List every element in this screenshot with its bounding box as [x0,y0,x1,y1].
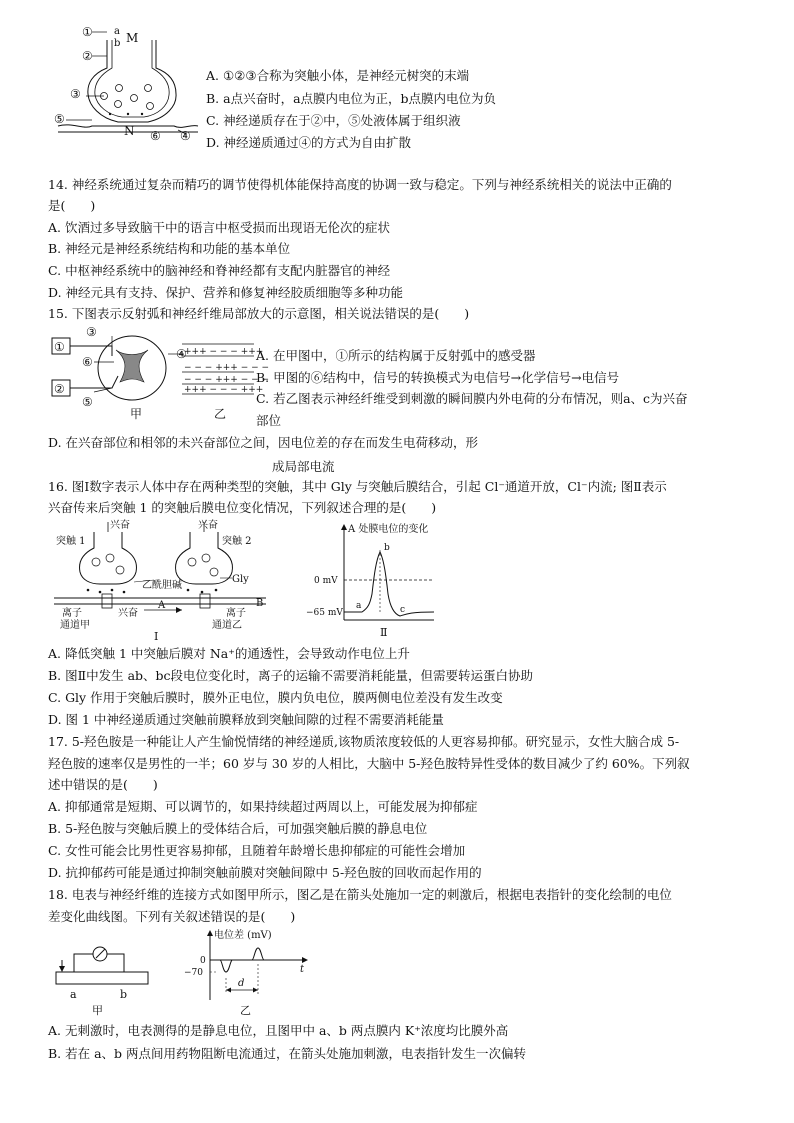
q15-option-b: B. 甲图的⑥结构中，信号的转换模式为电信号→化学信号→电信号 [256,370,620,385]
q15-option-d-line1: D. 在兴奋部位和相邻的未兴奋部位之间，因电位差的存在而发生电荷移动，形 [48,435,479,450]
q18-figure-yi [180,924,320,1024]
q13-label-4: ④ [180,129,191,143]
svg-text:− − − +++ − − −: − − − +++ − − − [184,375,270,385]
q14-stem-line1: 14. 神经系统通过复杂而精巧的调节使得机体能保持高度的协调一致与稳定。下列与神经系统相关的说法中正确的 [48,177,672,192]
q15-option-c-line2: 部位 [256,413,282,428]
q13-label-b: b [114,38,121,49]
q15-reflex-arc-figure [50,324,270,424]
q16-fig1-roman: Ⅰ [154,630,159,643]
q17-option-a: A. 抑郁通常是短期、可以调节的，如果持续超过两周以上，可能发展为抑郁症 [48,799,478,814]
q16-fig1-xingfen-3: 兴奋 [118,608,138,619]
q14-option-b: B. 神经元是神经系统结构和功能的基本单位 [48,241,291,256]
q15-label-yi: 乙 [214,407,227,421]
q18-stem-line2: 差变化曲线图。下列有关叙述错误的是( ) [48,909,296,924]
q16-fig1-tuchu-1: 突触 1 [56,536,86,547]
q18-option-b: B. 若在 a、b 两点间用药物阻断电流通过，在箭头处施加刺激，电表指针发生一次偏转 [48,1046,527,1061]
q16-fig1-tuchu-2: 突触 2 [222,536,252,547]
q13-option-c: C. 神经递质存在于②中，⑤处液体属于组织液 [206,113,461,128]
q16-option-d: D. 图 1 中神经递质通过突触前膜释放到突触间隙的过程不需要消耗能量 [48,712,444,727]
q16-option-c: C. Gly 作用于突触后膜时，膜外正电位，膜内负电位，膜两侧电位差没有发生改变 [48,690,503,705]
svg-text:− − − +++ − − −: − − − +++ − − − [184,363,270,373]
q14-stem-line2: 是( ) [48,198,96,213]
q18-jia-label-a: a [70,988,77,1001]
q15-option-c-line1: C. 若乙图表示神经纤维受到刺激的瞬间膜内外电荷的分布情况，则a、c为兴奋 [256,391,688,406]
q17-stem-line3: 述中错误的是( ) [48,777,158,792]
q16-fig1-lizi-2: 离子 [226,608,246,619]
svg-text:+++ − − − +++: +++ − − − +++ [184,347,264,357]
q15-label-6: ⑥ [82,355,93,369]
q13-option-d: D. 神经递质通过④的方式为自由扩散 [206,135,412,150]
q14-option-c: C. 中枢神经系统中的脑神经和脊神经都有支配内脏器官的神经 [48,263,391,278]
q15-label-3: ③ [86,325,97,339]
q13-label-5: ⑤ [54,112,65,126]
q18-yi-ylabel: 电位差 (mV) [214,930,272,941]
q14-option-d: D. 神经元具有支持、保护、营养和修复神经胶质细胞等多种功能 [48,285,404,300]
q14-option-a: A. 饮酒过多导致脑干中的语言中枢受损而出现语无伦次的症状 [48,220,390,235]
q16-fig2-b: b [384,543,390,553]
q18-yi-neg: −70 [184,968,203,978]
q16-stem-line1: 16. 图Ⅰ数字表示人体中存在两种类型的突触，其中 Gly 与突触后膜结合，引起 Cl⁻通道开放，Cl⁻内流; 图Ⅱ表示 [48,479,667,494]
q16-fig2-zero: 0 mV [314,576,338,586]
q16-fig1-B: B [256,598,264,609]
q15-label-1: ① [54,340,65,354]
q15-stem: 15. 下图表示反射弧和神经纤维局部放大的示意图，相关说法错误的是( ) [48,306,470,321]
q15-label-5: ⑤ [82,395,93,409]
q16-figure-2 [300,520,440,642]
q13-label-1: ① [82,25,93,39]
q16-figure-1 [54,518,266,642]
q16-option-b: B. 图Ⅱ中发生 ab、bc段电位变化时，离子的运输不需要消耗能量，但需要转运蛋白协助 [48,668,534,683]
q16-stem-line2: 兴奋传来后突触 1 的突触后膜电位变化情况，下列叙述合理的是( ) [48,500,437,515]
q16-fig1-tongdao-2: 通道乙 [212,620,242,631]
q15-option-d-line2: 成局部电流 [272,459,335,474]
q18-stem-line1: 18. 电表与神经纤维的连接方式如图甲所示，图乙是在箭头处施加一定的刺激后，根据电表指针的变化绘制的电位 [48,887,672,902]
q16-fig2-a: a [356,601,362,611]
q13-option-b: B. a点兴奋时，a点膜内电位为正，b点膜内电位为负 [206,91,497,106]
q16-fig2-neg: −65 mV [306,608,343,618]
q13-label-6: ⑥ [150,129,161,143]
q13-option-a: A. ①②③合称为突触小体，是神经元树突的末端 [206,68,470,83]
q13-label-N: N [124,124,135,138]
q18-yi-zero: 0 [200,956,206,966]
svg-text:+++ − − − +++: +++ − − − +++ [184,385,264,395]
q15-label-jia: 甲 [130,407,143,421]
q13-label-M: M [126,31,139,45]
q17-option-c: C. 女性可能会比男性更容易抑郁，且随着年龄增长患抑郁症的可能性会增加 [48,843,466,858]
q18-jia-label-b: b [120,988,128,1001]
q16-fig1-A: A [158,600,166,611]
q16-fig2-title: A 处膜电位的变化 [348,524,429,535]
q18-jia-caption: 甲 [92,1004,103,1017]
q18-figure-jia [52,938,152,1020]
q15-label-2: ② [54,382,65,396]
q16-fig2-c: c [400,605,406,615]
q17-option-d: D. 抗抑郁药可能是通过抑制突触前膜对突触间隙中 5-羟色胺的回收而起作用的 [48,865,482,880]
q17-stem-line2: 羟色胺的速率仅是男性的一半；60 岁与 30 岁的人相比，大脑中 5-羟色胺特异性受体的数目减少了约 60%。下列叙 [48,756,690,771]
q16-fig1-lizi-1: 离子 [62,608,82,619]
q16-fig1-gly: Gly [232,574,249,585]
q13-label-a: a [114,26,120,37]
q15-label-4: ④ [176,347,187,361]
q18-option-a: A. 无刺激时，电表测得的是静息电位，且图甲中 a、b 两点膜内 K⁺浓度均比膜外高 [48,1023,509,1038]
q16-fig2-roman: Ⅱ [380,626,388,639]
q18-yi-t: t [300,964,305,975]
q17-option-b: B. 5-羟色胺与突触后膜上的受体结合后，可加强突触后膜的静息电位 [48,821,428,836]
q13-label-3: ③ [70,87,81,101]
q13-label-2: ② [82,49,93,63]
q16-fig1-xingfen-1: 兴奋 [110,520,130,531]
q16-option-a: A. 降低突触 1 中突触后膜对 Na⁺的通透性，会导致动作电位上升 [48,646,410,661]
q17-stem-line1: 17. 5-羟色胺是一种能让人产生愉悦情绪的神经递质,该物质浓度较低的人更容易抑郁。研究显示，女性大脑合成 5- [48,734,680,749]
q15-option-a: A. 在甲图中，①所示的结构属于反射弧中的感受器 [256,348,536,363]
q13-synapse-figure [52,22,200,144]
q18-yi-d: d [238,978,245,989]
q16-fig1-acetylcholine: 乙酰胆碱 [142,580,182,591]
q16-fig1-xingfen-2: 兴奋 [198,520,218,531]
q18-yi-caption: 乙 [240,1004,251,1017]
q16-fig1-tongdao-1: 通道甲 [60,620,90,631]
